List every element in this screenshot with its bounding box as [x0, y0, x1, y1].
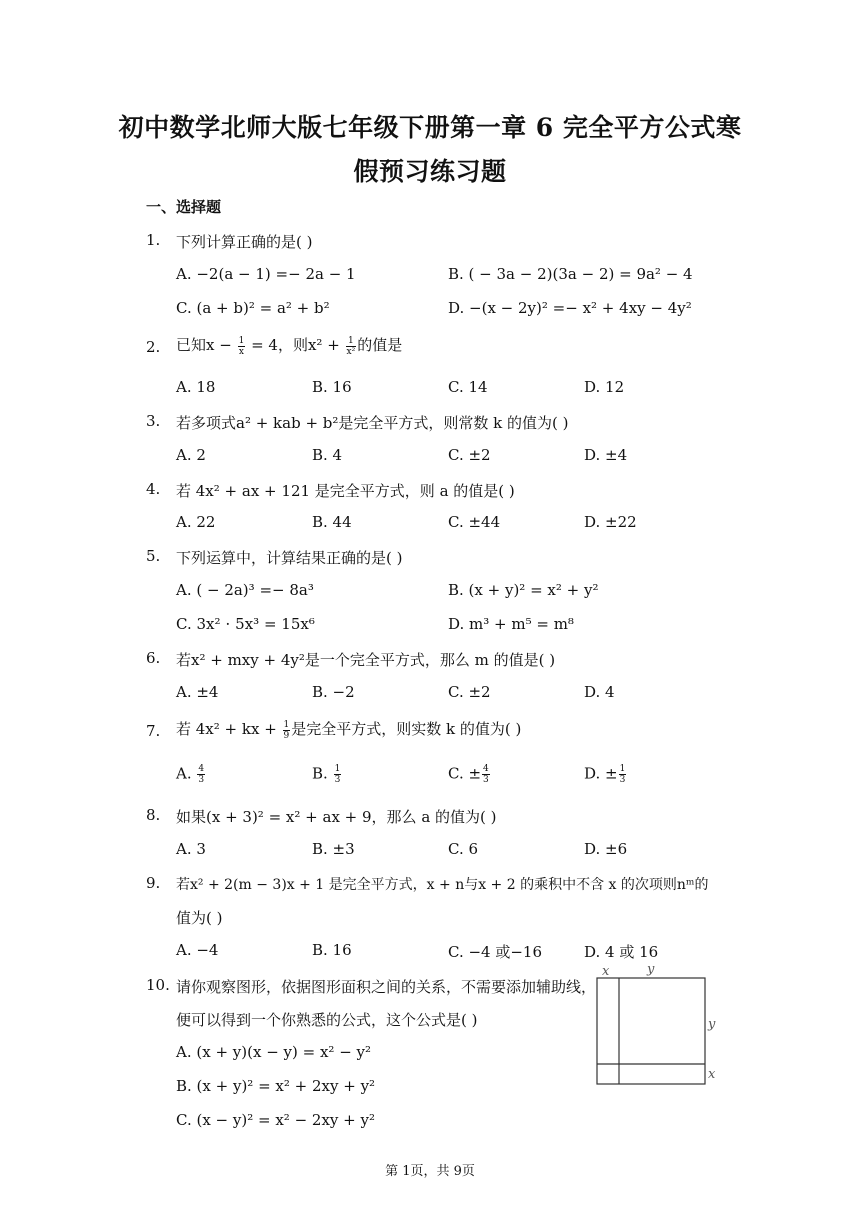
q7-d-numerator: 1	[619, 764, 626, 774]
q3-option-c: C. ±2	[448, 446, 491, 464]
q7-option-c-fraction	[482, 764, 490, 785]
q8-option-b: B. ±3	[312, 840, 355, 858]
figure-label-y-right: y	[708, 1017, 716, 1032]
q8-number: 8.	[146, 806, 161, 824]
q2-f2-denominator: x²	[346, 346, 356, 357]
q6-option-a: A. ±4	[176, 683, 219, 701]
q8-stem: 如果(x + 3)² = x² + ax + 9，那么 a 的值为( )	[176, 808, 497, 826]
q10-option-b: B. (x + y)² = x² + 2xy + y²	[176, 1077, 376, 1095]
q7-a-numerator: 4	[198, 764, 205, 774]
q4-stem: 若 4x² + ax + 121 是完全平方式，则 a 的值是( )	[176, 482, 515, 500]
q4-option-b: B. 44	[312, 513, 352, 531]
figure-outer-square	[597, 978, 705, 1084]
page-title-line2: 假预习练习题	[353, 157, 507, 186]
q7-b-numerator: 1	[334, 764, 341, 774]
q3-option-a: A. 2	[176, 446, 206, 464]
q10-option-c: C. (x − y)² = x² − 2xy + y²	[176, 1111, 375, 1129]
q3-option-b: B. 4	[312, 446, 343, 464]
q1-option-a: A. −2(a − 1) =− 2a − 1	[176, 265, 356, 283]
q1-option-d: D. −(x − 2y)² =− x² + 4xy − 4y²	[448, 299, 692, 317]
q7-option-a	[176, 764, 206, 785]
q5-option-c: C. 3x² ⋅ 5x³ = 15x⁶	[176, 615, 315, 633]
q7-option-c-label: C. ±	[448, 764, 482, 783]
q7-option-b-label: B.	[312, 764, 333, 783]
q5-option-b: B. (x + y)² = x² + y²	[448, 581, 599, 599]
page-footer: 第 1页，共 9页	[385, 1164, 475, 1179]
q7-option-d	[584, 764, 627, 785]
q2-stem-part-b: = 4，则x² +	[246, 336, 345, 354]
q7-option-d-label: D. ±	[584, 764, 618, 783]
q7-a-denominator: 3	[198, 775, 205, 785]
q9-option-a: A. −4	[176, 941, 219, 959]
q4-option-d: D. ±22	[584, 513, 637, 531]
q5-number: 5.	[146, 547, 161, 565]
q3-option-d: D. ±4	[584, 446, 628, 464]
q1-number: 1.	[146, 231, 161, 249]
q6-number: 6.	[146, 649, 161, 667]
q7-stem	[176, 718, 521, 741]
q2-f2-numerator: 1	[346, 336, 357, 347]
q9-stem-line1: 若x² + 2(m − 3)x + 1 是完全平方式，x + n与x + 2 的乘积中不含 x 的次项则nᵐ的	[176, 877, 709, 893]
q7-c-denominator: 3	[483, 775, 489, 785]
q6-option-b: B. −2	[312, 683, 355, 701]
q8-option-a: A. 3	[176, 840, 206, 858]
q2-stem	[176, 334, 402, 357]
q4-option-c: C. ±44	[448, 513, 501, 531]
q7-c-numerator: 4	[483, 764, 489, 774]
q7-option-d-fraction	[619, 764, 627, 785]
q7-f-denominator: 9	[283, 730, 290, 741]
q10-square-figure	[592, 962, 722, 1094]
q4-option-a: A. 22	[176, 513, 216, 531]
q7-option-c	[448, 764, 491, 785]
q10-option-a: A. (x + y)(x − y) = x² − y²	[176, 1043, 372, 1061]
q2-option-c: C. 14	[448, 378, 488, 396]
q7-b-denominator: 3	[334, 775, 341, 785]
q9-stem-line2: 值为( )	[176, 909, 223, 927]
q7-option-b-fraction	[334, 764, 342, 785]
q9-option-c: C. −4 或−16	[448, 943, 543, 961]
q9-option-d: D. 4 或 16	[584, 943, 659, 961]
q5-stem: 下列运算中，计算结果正确的是( )	[176, 549, 403, 567]
q1-option-c: C. (a + b)² = a² + b²	[176, 299, 330, 317]
q10-stem-line2: 便可以得到一个你熟悉的公式，这个公式是( )	[176, 1011, 478, 1029]
q7-option-a-fraction	[197, 764, 205, 785]
q2-stem-part-c: 的值是	[357, 336, 403, 354]
q2-fraction-2	[346, 336, 357, 357]
q3-stem: 若多项式a² + kab + b²是完全平方式，则常数 k 的值为( )	[176, 414, 569, 432]
q2-stem-part-a: 已知x −	[176, 336, 237, 354]
q10-stem-line1: 请你观察图形，依据图形面积之间的关系，不需要添加辅助线，	[176, 978, 597, 996]
figure-label-y-top: y	[647, 962, 655, 977]
q6-option-d: D. 4	[584, 683, 615, 701]
q9-number: 9.	[146, 874, 161, 892]
q2-option-b: B. 16	[312, 378, 352, 396]
q5-option-d: D. m³ + m⁵ = m⁸	[448, 615, 574, 633]
q2-f1-numerator: 1	[238, 335, 245, 346]
q7-fraction	[283, 720, 291, 741]
q7-stem-part-b: 是完全平方式，则实数 k 的值为( )	[291, 720, 522, 738]
q7-number: 7.	[146, 722, 161, 740]
q2-f1-denominator: x	[238, 346, 244, 357]
page-title-line1: 初中数学北师大版七年级下册第一章 6 完全平方公式寒	[118, 113, 742, 142]
q7-option-a-label: A.	[176, 764, 197, 783]
q7-option-b	[312, 764, 342, 785]
q6-option-c: C. ±2	[448, 683, 491, 701]
figure-label-x-right: x	[708, 1067, 716, 1082]
q7-f-numerator: 1	[283, 719, 290, 730]
q2-fraction-1	[238, 336, 246, 357]
q1-stem: 下列计算正确的是( )	[176, 233, 313, 251]
q9-option-b: B. 16	[312, 941, 352, 959]
q7-d-denominator: 3	[619, 775, 626, 785]
q2-option-a: A. 18	[176, 378, 216, 396]
q8-option-c: C. 6	[448, 840, 479, 858]
q6-stem: 若x² + mxy + 4y²是一个完全平方式，那么 m 的值是( )	[176, 651, 556, 669]
q10-number: 10.	[146, 976, 170, 994]
q7-stem-part-a: 若 4x² + kx +	[176, 720, 282, 738]
q1-option-b: B. ( − 3a − 2)(3a − 2) = 9a² − 4	[448, 265, 693, 283]
q3-number: 3.	[146, 412, 161, 430]
q5-option-a: A. ( − 2a)³ =− 8a³	[176, 581, 314, 599]
q2-number: 2.	[146, 338, 161, 356]
section-heading: 一、选择题	[146, 198, 222, 216]
figure-label-x-top: x	[602, 964, 610, 979]
q8-option-d: D. ±6	[584, 840, 628, 858]
q4-number: 4.	[146, 480, 161, 498]
q2-option-d: D. 12	[584, 378, 625, 396]
